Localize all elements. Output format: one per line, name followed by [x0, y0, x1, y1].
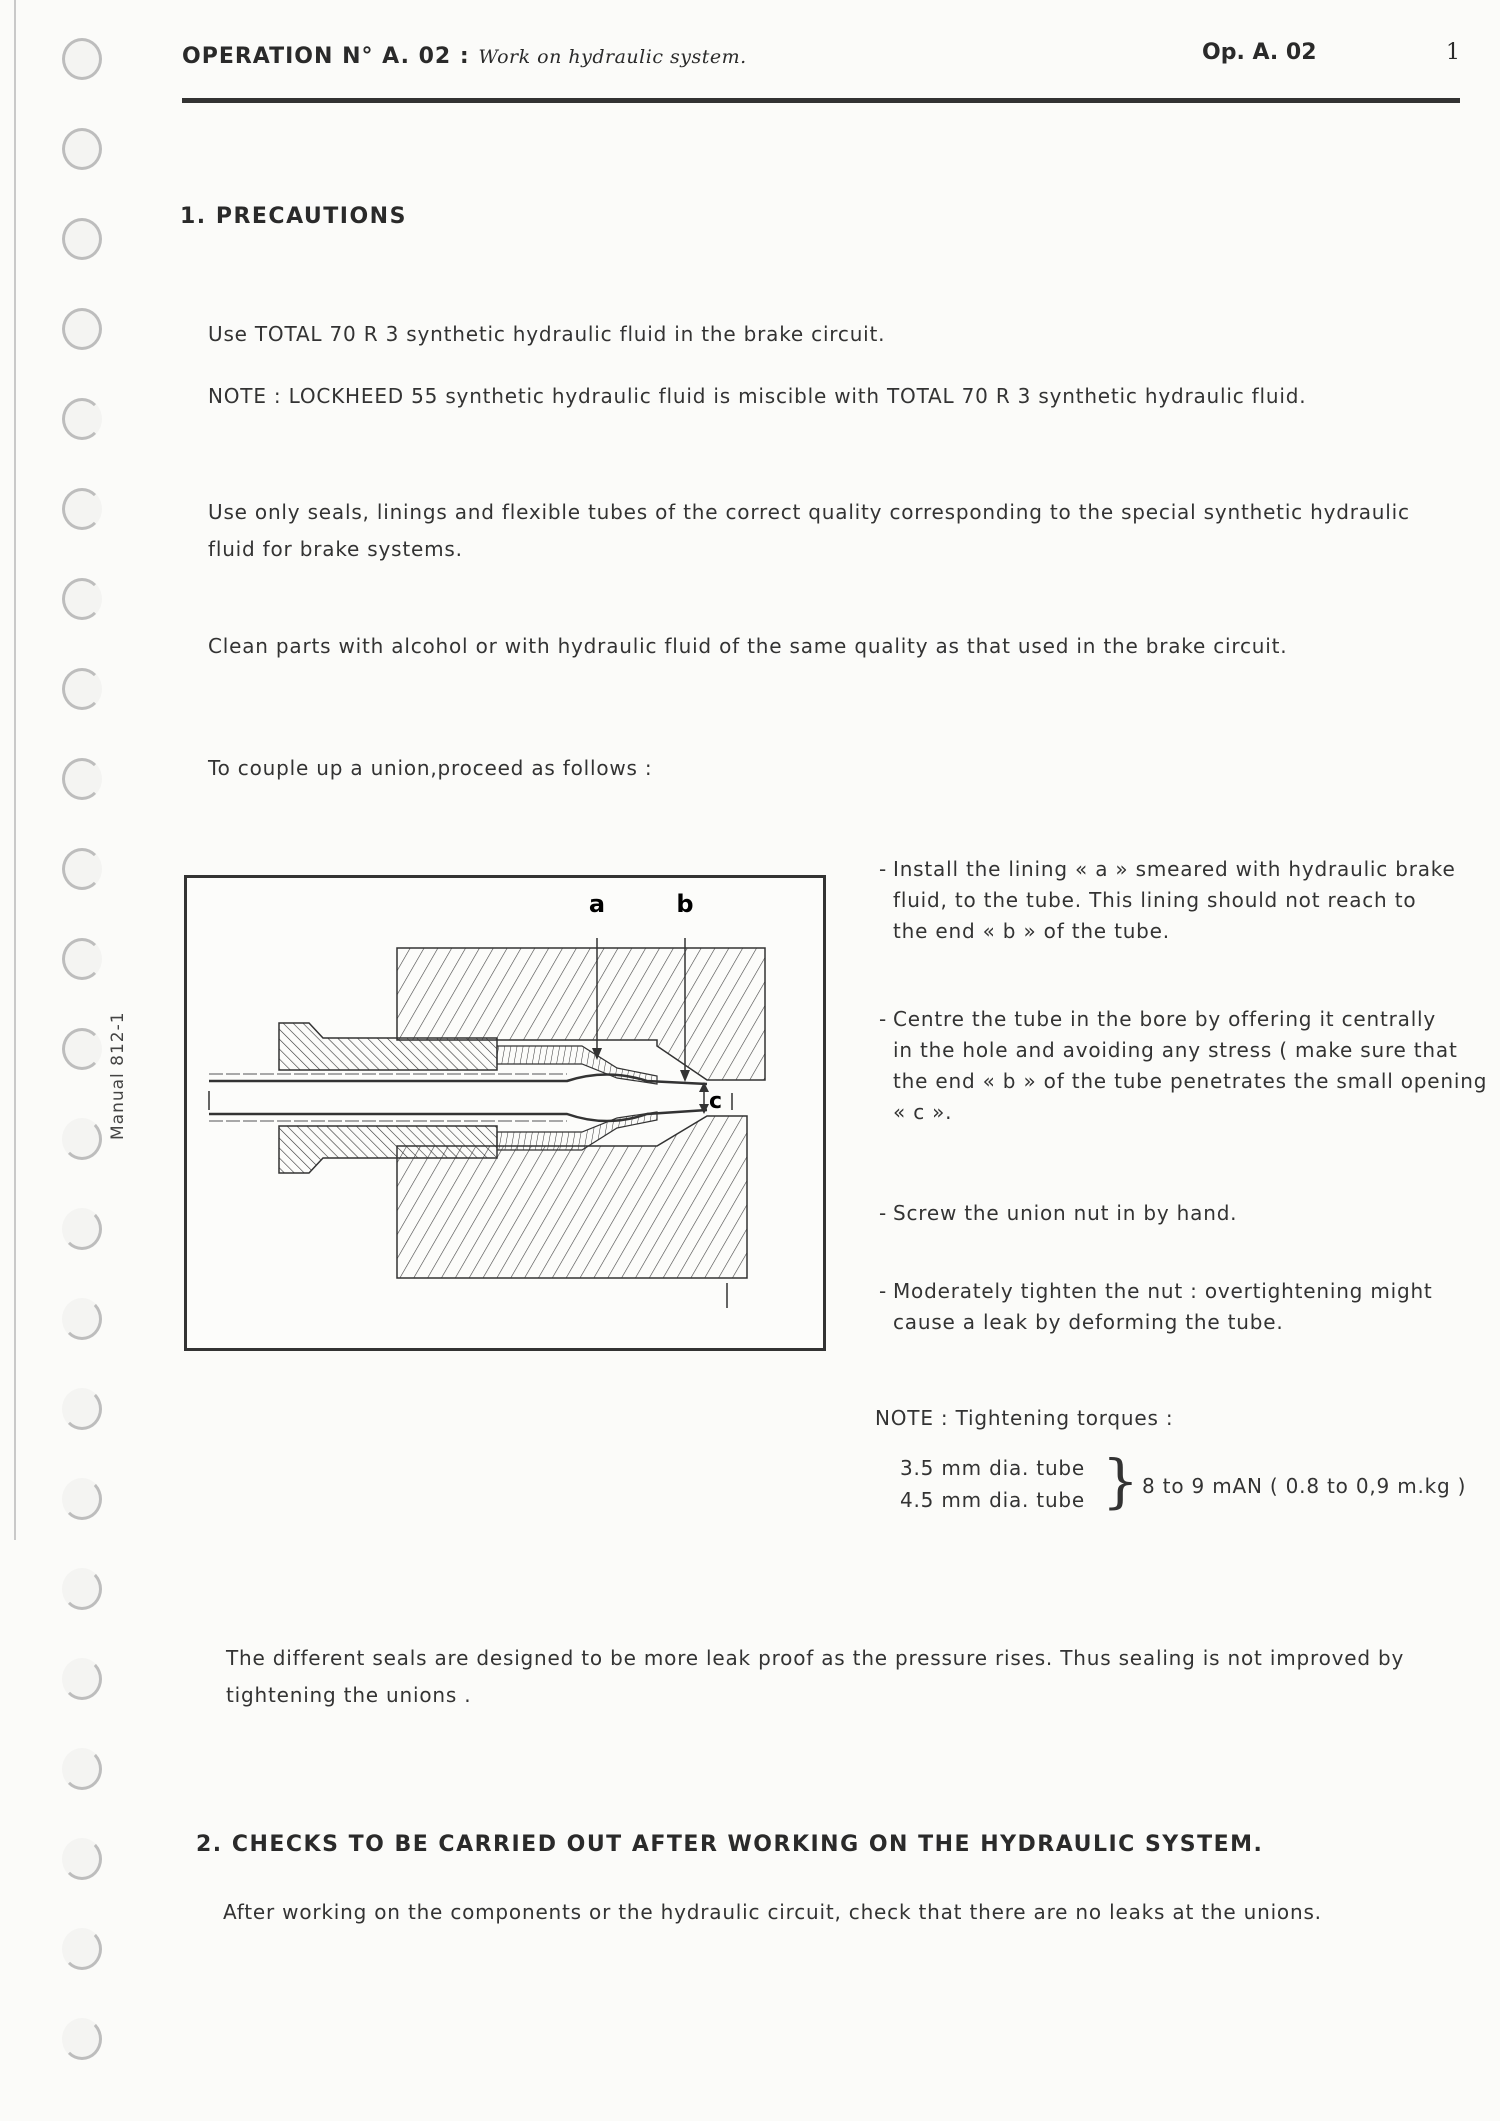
step-screw-nut: - Screw the union nut in by hand. [893, 1198, 1237, 1229]
paragraph-note-miscible: NOTE : LOCKHEED 55 synthetic hydraulic fluid is miscible with TOTAL 70 R 3 synthetic hydraulic fluid. [208, 384, 1307, 408]
torque-value: 8 to 9 mAN ( 0.8 to 0,9 m.kg ) [1142, 1474, 1467, 1498]
binder-hole [62, 218, 102, 260]
step-line: « c ». [893, 1100, 953, 1124]
paragraph-fluid-type: Use TOTAL 70 R 3 synthetic hydraulic fluid in the brake circuit. [208, 322, 886, 346]
torque-row-35: 3.5 mm dia. tube [900, 1456, 1086, 1480]
paragraph-cleaning: Clean parts with alcohol or with hydraulic fluid of the same quality as that used in the brake circuit. [208, 634, 1288, 658]
binder-hole [62, 128, 102, 170]
step-line: the end « b » of the tube. [893, 919, 1170, 943]
binder-hole [62, 848, 102, 890]
torque-row-45: 4.5 mm dia. tube [900, 1488, 1086, 1512]
paragraph-seal-pressure-line-2: tightening the unions . [226, 1683, 472, 1707]
step-line: Moderately tighten the nut : overtightening might [893, 1279, 1433, 1303]
binder-hole [62, 1118, 102, 1160]
operation-title [182, 44, 747, 69]
binder-hole [62, 2018, 102, 2060]
label-b: b [676, 890, 694, 918]
binder-hole [62, 1568, 102, 1610]
binder-hole [62, 1928, 102, 1970]
binder-hole [62, 488, 102, 530]
binder-hole [62, 578, 102, 620]
binder-hole [62, 758, 102, 800]
binder-hole [62, 1748, 102, 1790]
binder-hole [62, 938, 102, 980]
paragraph-seals-line-1: Use only seals, linings and flexible tubes of the correct quality corresponding to the special synthetic hydraulic [208, 500, 1410, 524]
step-line: Install the lining « a » smeared with hydraulic brake [893, 857, 1456, 881]
step-line: Centre the tube in the bore by offering it centrally [893, 1007, 1437, 1031]
binder-hole [62, 1298, 102, 1340]
operation-number: OPERATION N° A. 02 : [182, 44, 470, 69]
section-heading-precautions: 1. PRECAUTIONS [180, 204, 407, 229]
label-a: a [588, 890, 606, 918]
torque-note: NOTE : Tightening torques : [875, 1406, 1174, 1430]
step-line: in the hole and avoiding any stress ( make sure that [893, 1038, 1458, 1062]
paragraph-coupling-intro: To couple up a union,proceed as follows : [208, 756, 653, 780]
binder-hole [62, 398, 102, 440]
step-line: cause a leak by deforming the tube. [893, 1310, 1284, 1334]
step-install-lining: - Install the lining « a » smeared with hydraulic brake fluid, to the tube. This lining should not reach to the end « b » of the tube. [893, 854, 1456, 947]
paragraph-seal-pressure-line-1: The different seals are designed to be more leak proof as the pressure rises. Thus sealing is not improved by [226, 1646, 1405, 1670]
binder-hole [62, 38, 102, 80]
binder-hole [62, 1838, 102, 1880]
manual-reference-label: Manual 812-1 [108, 1011, 128, 1140]
union-diagram [184, 875, 826, 1351]
page-edge-line [14, 0, 16, 1540]
operation-subtitle: Work on hydraulic system. [478, 46, 747, 68]
binder-hole [62, 1208, 102, 1250]
step-line: the end « b » of the tube penetrates the small opening [893, 1069, 1488, 1093]
binder-hole [62, 668, 102, 710]
operation-reference: Op. A. 02 [1202, 40, 1317, 65]
paragraph-check-leaks: After working on the components or the hydraulic circuit, check that there are no leaks at the unions. [223, 1900, 1322, 1924]
binder-hole [62, 1028, 102, 1070]
step-line: fluid, to the tube. This lining should not reach to [893, 888, 1417, 912]
label-c: c [709, 1089, 723, 1114]
step-line: Screw the union nut in by hand. [893, 1201, 1238, 1225]
binder-hole [62, 1478, 102, 1520]
section-heading-checks: 2. CHECKS TO BE CARRIED OUT AFTER WORKING ON THE HYDRAULIC SYSTEM. [196, 1832, 1264, 1857]
torque-brace: } [1102, 1447, 1139, 1515]
paragraph-seals [208, 494, 1410, 568]
binder-hole [62, 1388, 102, 1430]
paragraph-seals-line-2: fluid for brake systems. [208, 537, 463, 561]
binder-hole [62, 308, 102, 350]
step-tighten-nut: - Moderately tighten the nut : overtightening might cause a leak by deforming the tube. [893, 1276, 1433, 1338]
step-centre-tube: - Centre the tube in the bore by offering it centrally in the hole and avoiding any stress ( make sure that the end « b » of the tube penetrates the small opening « c ». [893, 1004, 1487, 1128]
header-divider [182, 98, 1460, 103]
page-number: 1 [1446, 40, 1460, 65]
binder-hole [62, 1658, 102, 1700]
paragraph-seal-pressure [226, 1640, 1404, 1714]
